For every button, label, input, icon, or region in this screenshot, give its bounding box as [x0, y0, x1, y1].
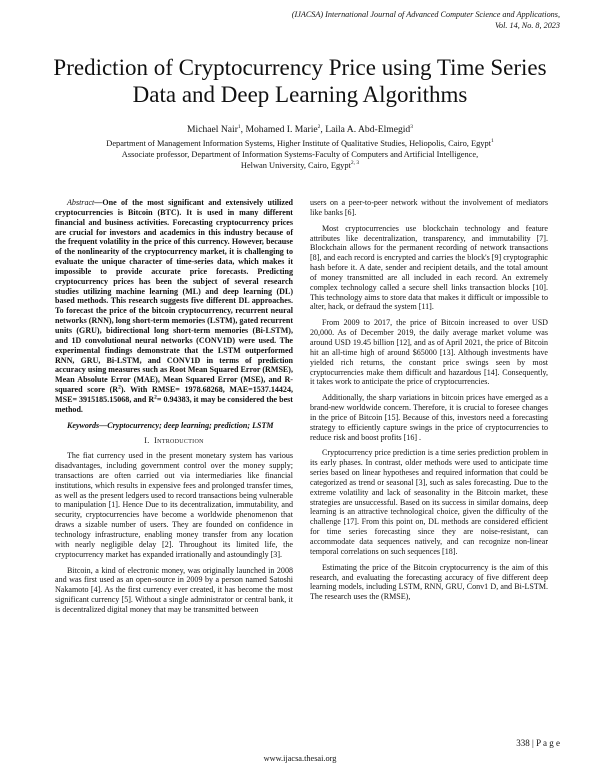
body-paragraph: users on a peer-to-peer network without the involvement of mediators like banks [6]. [310, 198, 548, 217]
affiliation-3: Helwan University, Cairo, Egypt [240, 161, 351, 170]
left-column [55, 198, 293, 621]
section-heading-introduction [55, 436, 293, 446]
title-line-1: Prediction of Cryptocurrency Price using Time Series [53, 55, 547, 80]
affiliations [40, 138, 560, 171]
author-3-sup: 3 [410, 123, 413, 130]
footer-url: www.ijacsa.thesai.org [263, 754, 337, 763]
abstract-sup-1: 2 [118, 384, 121, 391]
right-column [310, 198, 548, 608]
title-line-2: Data and Deep Learning Algorithms [132, 82, 468, 107]
affiliation-1-sup: 1 [490, 138, 494, 145]
keywords-label: Keywords [67, 420, 100, 430]
running-header [180, 10, 560, 31]
author-1-sup: 1 [237, 123, 241, 130]
section-title: Introduction [154, 436, 204, 446]
author-3: Laila A. Abd-Elmegid [325, 124, 411, 135]
abstract-label: Abstract [67, 198, 95, 207]
affiliation-3-sup: 2, 3 [350, 160, 360, 167]
abstract [55, 198, 293, 415]
abstract-text: —One of the most significant and extensively utilized cryptocurrencies is Bitcoin (BTC). It is used in many different financial and business activities. Forecasting cryptocurrency prices are crucial for investors and academics in this industry because of the frequent volatility in the price of this currency. However, because of the nonlinearity of the cryptocurrency market, it is challenging to evaluate the unique character of time-series data, which makes it impossible to provide accurate price forecasts. Predicting cryptocurrency prices has been the subject of several research studies utilizing machine learning (ML) and deep learning (DL) based methods. This research suggests five different DL approaches. To forecast the price of the bitcoin cryptocurrency, recurrent neural networks (RNN), long short-term memories (LSTM), gated recurrent units (GRU), bidirectional long short-term memories (Bi-LSTM), and 1D convolutional neural networks (CONV1D) were used. The experimental findings demonstrate that the LSTM outperformed RNN, GRU, Bi-LSTM, and CONV1D in terms of prediction accuracy using measures such as Root Mean Squared Error (RMSE), Mean Absolute Error (MAE), Mean Squared Error (MSE), and R-squared score (R [55, 198, 293, 395]
author-2: Mohamed I. Marie [245, 124, 318, 135]
paper-title [40, 54, 560, 108]
body-paragraph: Bitcoin, a kind of electronic money, was originally launched in 2008 and was first used as an open-source in 2009 by a person named Satoshi Nakamoto [4]. As the first currency ever created, it has become the most significant currency [5]. Without a single administrator or central bank, it is decentralized digital money that may be transmitted between [55, 565, 293, 614]
section-number: I. [144, 436, 150, 446]
keywords [55, 421, 293, 431]
body-paragraph: From 2009 to 2017, the price of Bitcoin increased to over USD 20,000. As of December 2019, the daily average market volume was around USD 19.45 billion [12], and as of April 2021, the price of Bitcoin hit an all-time high of around $65000 [13]. Although investments have yielded rich returns, the constant price swings seen by most cryptocurrencies make them difficult and hazardous [14]. Consequently, it takes work to anticipate the price of cryptocurrencies. [310, 318, 548, 387]
keywords-text: —Cryptocurrency; deep learning; prediction; LSTM [99, 420, 274, 430]
journal-name: (IJACSA) International Journal of Advanced Computer Science and Applications, [291, 10, 560, 19]
body-paragraph: The fiat currency used in the present monetary system has various disadvantages, including government control over the money supply; transactions are often carried out via intermediaries like financial institutions, which results in expensive fees and prolonged transfer times, as well as the present ledgers used to record transactions being vulnerable to manipulation [1]. Hence Due to its decentralization, immutability, and security, cryptocurrencies have become a worldwide phenomenon that draws a sizable number of users. They are founded on confidence in technology infrastructure, enabling money transfer from any location with nearly negligible delay [2]. Throughout its limited life, the cryptocurrency market has expanded irrationally and astoundingly [3]. [55, 451, 293, 559]
abstract-text-3: = 0.94383, it may be considered the best method. [55, 394, 293, 414]
page-number: 338 | P a g e [516, 738, 560, 748]
abstract-sup-2: 2 [154, 394, 157, 401]
author-1: Michael Nair [187, 124, 238, 135]
body-paragraph: Most cryptocurrencies use blockchain technology and feature attributes like decentralization, transparency, and immutability [7]. Blockchain allows for the permanent recording of network transactions [8], and each record is encrypted and carries the block's [9] cryptographic hash before it. A date, sender and recipient details, and the total amount of money transmitted are all included in each record. An extremely complex technology called a secure shell links transaction blocks [10]. This technology aims to store data that makes it difficult or impossible to alter, hack, or defraud the system [11]. [310, 223, 548, 312]
journal-volume: Vol. 14, No. 8, 2023 [494, 20, 560, 30]
author-2-sup: 2 [317, 123, 321, 130]
body-paragraph: Estimating the price of the Bitcoin cryptocurrency is the aim of this research, and evaluating the forecasting accuracy of five different deep learning models, including LSTM, RNN, GRU, Conv1 D, and Bi-LSTM. The research uses the (RMSE), [310, 562, 548, 602]
author-list: Michael Nair$^1$, Mohamed I. Marie$^2$, Laila A. Abd-Elmegid$^3$ [187, 123, 413, 135]
affiliation-2: Associate professor, Department of Information Systems-Faculty of Computers and Artificial Intelligence, [121, 150, 479, 159]
affiliation-1: Department of Management Information Systems, Higher Institute of Qualitative Studies, Heliopolis, Cairo, Egypt [106, 139, 491, 148]
body-paragraph: Cryptocurrency price prediction is a time series prediction problem in its early phases. In contrast, older methods were used to anticipate time series based on linear hypotheses and required information that could be categorized as trend or seasonal [3], such as sales forecasting. Due to the extreme volatility and lack of seasonality in the Bitcoin market, these strategies are unsuccessful. Based on its success in similar domains, deep learning is an attractive technological choice, given the difficulty of the challenge [17]. From this point on, DL methods are considered efficient for time series forecasting since they are noise-resistant, can accommodate data sequences natively, and can recognize non-linear temporal correlations on such sequences [18]. [310, 448, 548, 556]
body-paragraph: Additionally, the sharp variations in bitcoin prices have emerged as a brand-new worldwide concern. Therefore, it is crucial to foresee changes in the price of Bitcoin [15]. Because of this, investors need a forecasting strategy to efficiently capture swings in the price of cryptocurrencies to reduce risk and boost profits [16] . [310, 393, 548, 442]
abstract-text-2: ). With RMSE= 1978.68268, MAE=1537.14424, MSE= 3915185.15068, and R [55, 385, 293, 404]
